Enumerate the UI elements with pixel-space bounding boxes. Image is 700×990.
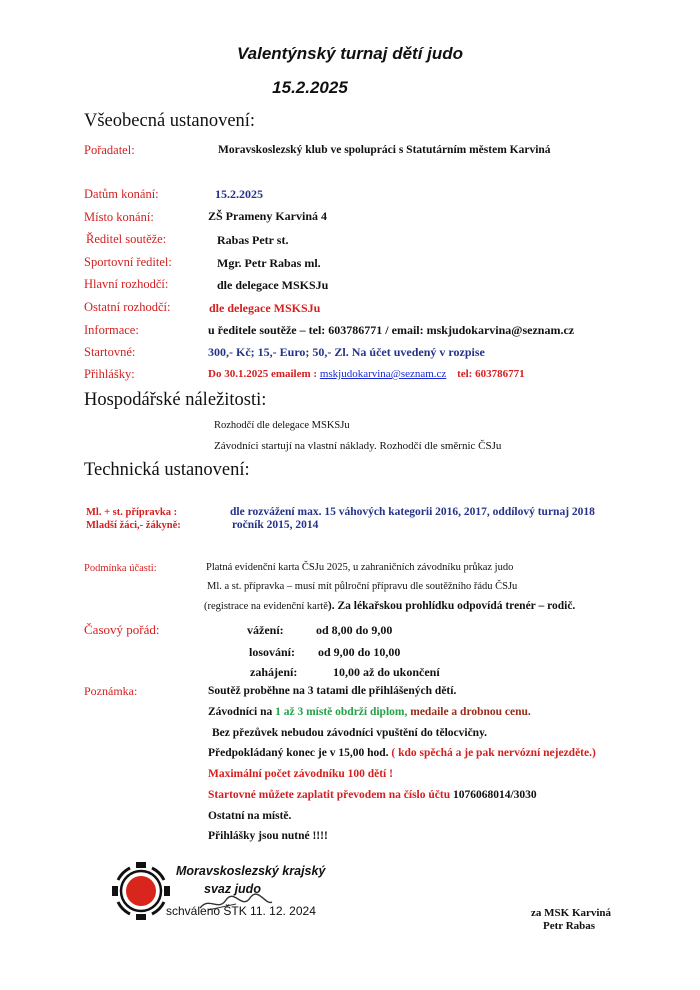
place-value: ZŠ Prameny Karviná 4 [208, 209, 327, 223]
judo-logo-icon [108, 858, 174, 924]
other-referee-label: Ostatní rozhodčí: [84, 300, 171, 314]
director-value: Rabas Petr st. [217, 233, 289, 247]
note-line-1: Soutěž proběhne na 3 tatami dle přihlášených dětí. [208, 685, 457, 697]
note-line-2-diploma: 1 až 3 místě obdrží diplom, [275, 706, 408, 718]
economic-line-2: Závodníci startují na vlastní náklady. Rozhodčí dle směrnic ČSJu [214, 440, 502, 452]
main-referee-label: Hlavní rozhodčí: [84, 277, 169, 291]
note-line-4-end: Předpokládaný konec je v 15,00 hod. [208, 747, 392, 759]
applications-deadline: Do 30.1.2025 emailem : [208, 368, 318, 380]
schedule-draw-time: od 9,00 do 10,00 [318, 645, 401, 659]
signature-line-2: Petr Rabas [543, 920, 596, 932]
info-value: u ředitele soutěže – tel: 603786771 / email: mskjudokarvina@seznam.cz [208, 323, 575, 337]
schedule-start-time: 10,00 až do ukončení [333, 665, 440, 679]
conditions-registration: (registrace na evidenční kartě [204, 601, 328, 612]
note-line-2-start: Závodníci na [208, 706, 276, 718]
date-label: Datům konání: [84, 187, 159, 201]
note-line-6-account: 1076068014/3030 [450, 789, 537, 801]
schedule-draw-label: losování: [249, 645, 296, 659]
organizer-value: Moravskoslezský klub ve spolupráci s Statutárním městem Karviná [218, 144, 551, 156]
stamp-org-line-1: Moravskoslezský krajský [176, 864, 326, 878]
note-line-6-transfer: Startovné můžete zaplatit převodem na číslo účtu [208, 789, 451, 801]
place-label: Místo konání: [84, 210, 154, 224]
director-label: Ředitel soutěže: [86, 232, 167, 246]
date-value: 15.2.2025 [215, 187, 263, 201]
note-line-2 [208, 706, 531, 718]
note-line-6 [208, 789, 537, 801]
conditions-line-1: Platná evidenční karta ČSJu 2025, u zahraničních závodníku průkaz judo [206, 562, 514, 573]
category-label-2: Mladší žáci,- žákyně: [86, 520, 181, 531]
applications-email-link[interactable]: mskjudokarvina@seznam.cz [319, 368, 447, 380]
section-general-heading: Všeobecná ustanovení: [84, 111, 256, 131]
note-line-7: Ostatní na místě. [208, 810, 292, 822]
note-line-4 [208, 747, 596, 759]
note-line-8: Přihlášky jsou nutné !!!! [208, 830, 328, 842]
main-referee-value: dle delegace MSKSJu [217, 278, 329, 292]
section-economic-heading: Hospodářské náležitosti: [84, 390, 267, 410]
document-title: Valentýnský turnaj dětí judo [236, 44, 464, 63]
section-technical-heading: Technická ustanovení: [84, 460, 250, 480]
applications-phone: tel: 603786771 [457, 368, 525, 380]
note-line-5: Maximální počet závodníku 100 dětí ! [208, 768, 393, 780]
fee-label: Startovné: [84, 345, 136, 359]
category-value-1: dle rozvážení max. 15 váhových kategorii 2016, 2017, oddílový turnaj 2018 [230, 506, 595, 518]
category-value-2: ročník 2015, 2014 [232, 519, 319, 531]
document-date: 15.2.2025 [272, 78, 348, 97]
conditions-label: Podmínka účasti: [84, 563, 157, 574]
note-line-2-medals: medaile a drobnou cenu. [407, 706, 531, 718]
approval-stamp: schváleno ŠTK 11. 12. 2024 [166, 904, 316, 918]
organizer-label: Pořadatel: [84, 143, 135, 157]
schedule-weighing-time: od 8,00 do 9,00 [316, 623, 393, 637]
stamp-org-line-2: svaz judo [204, 882, 261, 896]
note-label: Poznámka: [84, 684, 138, 698]
other-referee-value: dle delegace MSKSJu [209, 301, 321, 315]
economic-line-1: Rozhodčí dle delegace MSKSJu [214, 420, 350, 431]
category-label-1: Ml. + st. přípravka : [86, 507, 178, 518]
schedule-weighing-label: vážení: [247, 623, 284, 637]
sport-director-label: Sportovní ředitel: [84, 255, 172, 269]
fee-value: 300,- Kč; 15,- Euro; 50,- Zl. Na účet uvedený v rozpise [208, 345, 485, 359]
conditions-line-3 [204, 600, 575, 612]
signature-line-1: za MSK Karviná [531, 907, 612, 919]
applications-label: Přihlášky: [84, 367, 135, 381]
applications-value [208, 368, 525, 380]
note-line-3: Bez přezůvek nebudou závodníci vpuštění do tělocvičny. [212, 727, 488, 739]
info-label: Informace: [84, 323, 139, 337]
schedule-label: Časový pořád: [84, 622, 160, 637]
sport-director-value: Mgr. Petr Rabas ml. [217, 256, 321, 270]
note-line-4-warning: ( kdo spěchá a je pak nervózní nejezděte.) [391, 747, 596, 759]
conditions-line-2: Ml. a st. přípravka – musí mít půlroční přípravu dle soutěžního řádu ČSJu [207, 581, 518, 592]
schedule-start-label: zahájení: [250, 665, 298, 679]
conditions-medical: ). Za lékařskou prohlídku odpovídá trenér – rodič. [327, 600, 576, 612]
